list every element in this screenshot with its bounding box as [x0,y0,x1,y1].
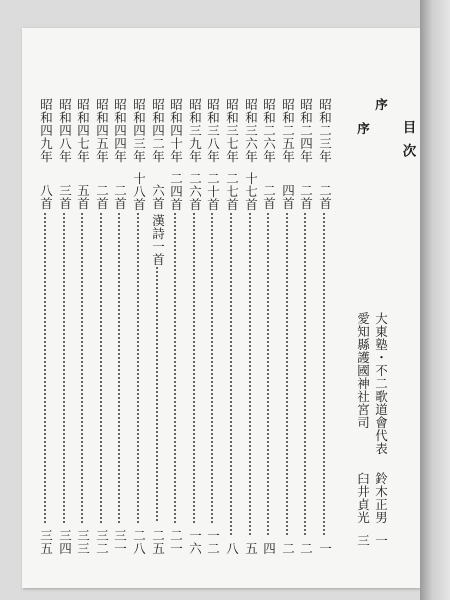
entry-count: 二十首 [205,172,221,211]
entry-year: 昭和四五年 [94,98,110,163]
entry-count: 二首 [112,184,128,210]
entry-page: 八 [224,542,240,555]
entry-year: 昭和四二年 [150,98,166,163]
entry-page: 二 [280,542,296,555]
entry-count: 六首 [150,184,166,210]
leader-dots [156,266,158,523]
entry-count: 二六首 [187,172,203,211]
entry-year: 昭和三七年 [224,98,240,163]
entry-page: 三一 [112,529,128,555]
entry-page: 一 [317,542,333,555]
entry-page: 四 [261,542,277,555]
entry-page: 一二 [205,529,221,555]
entry-page: 三二 [94,529,110,555]
preface-2-page: 三 [355,534,371,547]
leader-dots [286,212,288,536]
entry-page: 三三 [75,529,91,555]
leader-dots [230,212,232,536]
entry-count: 四首 [280,184,296,210]
entry-count: 二首 [298,184,314,210]
entry-year: 昭和四九年 [38,98,54,163]
entry-count: 二首 [261,184,277,210]
entry-year: 昭和四七年 [75,98,91,163]
entry-page: 二八 [131,529,147,555]
entry-count: 二四首 [168,172,184,211]
preface-1-page: 一 [373,534,389,547]
leader-dots [137,212,139,523]
preface-2-label: 序 [355,122,371,135]
entry-count: 三首 [57,184,73,210]
leader-dots [81,212,83,523]
toc-title: 目次 [399,120,416,167]
entry-count: 二首 [317,184,333,210]
leader-dots [249,212,251,536]
preface-1-author-role: 大東塾・不二歌道會代表 [373,312,389,455]
leader-dots [211,212,213,523]
entry-year: 昭和三六年 [243,98,259,163]
entry-year: 昭和三八年 [205,98,221,163]
entry-count: 十八首 [131,172,147,211]
entry-year: 昭和四四年 [112,98,128,163]
entry-count: 十七首 [243,172,259,211]
entry-year: 昭和三九年 [187,98,203,163]
preface-1-label: 序 [373,98,389,111]
entry-page: 三四 [57,529,73,555]
entry-year: 昭和四八年 [57,98,73,163]
entry-year: 昭和二三年 [317,98,333,163]
leader-dots [267,212,269,536]
entry-page: 二一 [168,529,184,555]
preface-2-author-name: 臼井貞光 [355,472,371,524]
entry-page: 五 [243,542,259,555]
leader-dots [304,212,306,536]
entry-page: 二五 [150,529,166,555]
entry-count: 二七首 [224,172,240,211]
entry-year: 昭和二六年 [261,98,277,163]
leader-dots [118,212,120,523]
entry-sub: 漢詩一首 [150,214,166,266]
leader-dots [193,212,195,523]
entry-year: 昭和二五年 [280,98,296,163]
entry-year: 昭和四三年 [131,98,147,163]
entry-count: 五首 [75,184,91,210]
entry-year: 昭和二四年 [298,98,314,163]
leader-dots [174,212,176,523]
entry-count: 八首 [38,184,54,210]
entry-count: 二首 [94,184,110,210]
leader-dots [100,212,102,523]
entry-page: 二 [298,542,314,555]
preface-1-author-name: 鈴木正男 [373,472,389,524]
entry-page: 三五 [38,529,54,555]
leader-dots [63,212,65,523]
book-spine [420,0,450,600]
entry-year: 昭和四十年 [168,98,184,163]
leader-dots [323,212,325,536]
entry-page: 一六 [187,529,203,555]
preface-2-author-role: 愛知縣護國神社宮司 [355,312,371,429]
leader-dots [44,212,46,523]
